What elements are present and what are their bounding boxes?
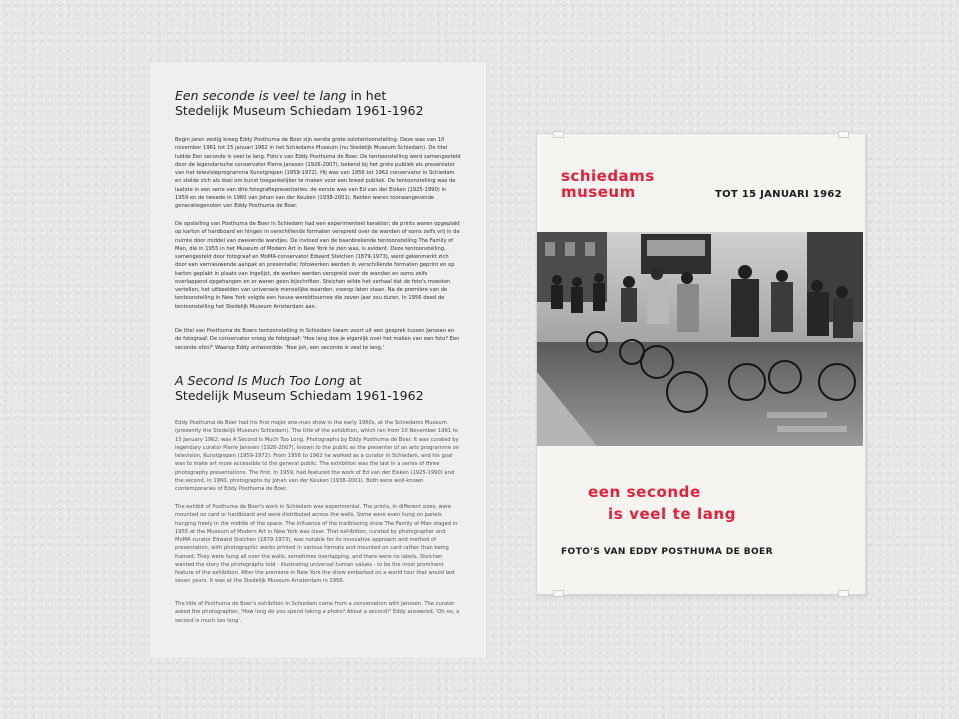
english-paragraph-1: Eddy Posthuma de Boer had his first major one-man show in the early 1960s, at the Schiedams Museum (presently the Stedelijk Museum Schiedam). The title of the exhibition, which ran from 10 November 1961 to 15 January 1962, was A Second Is Much Too Long. Photographs by Eddy Posthuma de Boer. It was curated by legendary curator Pierre Janssen (1926-2007), known to the public as the presenter of an arts programme on television, Kunstgrepen (1959-1972). From 1956 to 1962 he worked as a curator in Schiedam, and his goal was to make art more accessible to the general public. The exhibition was the last in a series of three photography presentations. The first, in 1959, had featured the work of Ed van der Elsken (1925-1990) and the second, in 1960, photographs by Johan van der Keuken (1938-2001). Both were well-known contemporaries of Eddy Posthuma de Boer. <box>175 420 460 492</box>
poster-museum-name <box>561 168 655 200</box>
poster-museum-line1: schiedams <box>561 167 655 185</box>
poster-date: TOT 15 JANUARI 1962 <box>715 189 842 200</box>
english-heading-rest: at <box>344 373 362 388</box>
poster-title-line2: is veel te lang <box>608 505 737 523</box>
wall-text-panel <box>150 62 486 658</box>
mounting-clip <box>553 590 564 597</box>
english-heading-line2: Stedelijk Museum Schiedam 1961-1962 <box>175 388 424 403</box>
dutch-paragraph-3: De titel van Posthuma de Boers tentoonstelling in Schiedam kwam voort uit een gesprek tussen Janssen en de fotograaf. De conservator vroeg de fotograaf: 'Hoe lang doe je eigenlijk over het maken van een foto? Een seconde ofzo?' Waarop Eddy antwoordde: 'Nee joh, een seconde is veel te lang.' <box>175 328 460 351</box>
poster-title-line1: een seconde <box>588 483 701 501</box>
poster-photograph <box>537 232 863 446</box>
exhibition-poster <box>536 133 866 595</box>
dutch-heading <box>175 88 475 118</box>
mounting-clip <box>553 131 564 138</box>
dutch-heading-line2: Stedelijk Museum Schiedam 1961-1962 <box>175 103 424 118</box>
english-heading-italic: A Second Is Much Too Long <box>175 373 345 388</box>
poster-museum-line2: museum <box>561 183 636 201</box>
english-heading <box>175 373 475 403</box>
dutch-heading-italic: Een seconde is veel te lang <box>175 88 347 103</box>
mounting-clip <box>838 131 849 138</box>
poster-credit: FOTO'S VAN EDDY POSTHUMA DE BOER <box>561 547 773 557</box>
english-paragraph-3: The title of Posthuma de Boer's exhibition in Schiedam came from a conversation with Janssen. The curator asked the photographer, 'How long do you spend taking a photo? About a second?' Eddy answered, 'Oh no, a second is much too long'. <box>175 601 460 624</box>
dutch-heading-rest: in het <box>346 88 387 103</box>
dutch-paragraph-2: De opstelling van Posthuma de Boer in Schiedam had een experimenteel karakter; de prints waren opgeplakt op karton of hardboard en hingen in verschillende formaten verspreid over de wanden of soms zelfs vrij in de ruimte door middel van zwevende wandjes. De invloed van de baanbrekende tentoonstelling The Family of Man, die in 1955 in het Museum of Modern Art in New York te zien was, is evident. Deze tentoonstelling, samengesteld door fotograaf en MoMA-conservator Edward Steichen (1879-1973), werd gekenmerkt zich door een vernieuwende aanpak en presentatie; fotowerken werden in verschillende formaten geprint en op karton geplakt in plaats van ingelijst, de werken werden verspreid over de wanden en soms zelfs overlappend opgehangen en er waren geen bijschriften. Steichen wilde het verhaal dat de foto's moesten vertellen, het uitbeelden van universele menselijke waarden, voorop laten staan. Na de première van de tentoonstelling in New York volgde een heuse wereldtournee die zeven jaar zou duren. In 1956 deed de tentoonstelling het Stedelijk Museum Amsterdam aan. <box>175 221 461 310</box>
poster-title <box>537 481 863 525</box>
english-paragraph-2: The exhibit of Posthuma de Boer's work in Schiedam was experimental. The prints, in different sizes, were mounted on card or hardboard and were distributed across the walls. Some were even hung on panels hanging freely in the middle of the space. The influence of the trailblazing show The Family of Man staged in 1955 at the Museum of Modern Art in New York was clear. That exhibition, curated by photographer and MoMA curator Edward Steichen (1879-1973), was notable for its innovative approach and method of presentation, with photographic works printed in various formats and mounted on card rather than being framed. They were hung all over the walls, sometimes overlapping, and there were no labels. Steichen wanted the story the photographs told - illustrating universal human values - to be the most prominent feature of the exhibition. After the premiere in New York the show embarked on a world tour that would last seven years. It was at the Stedelijk Museum Amsterdam in 1956. <box>175 504 458 585</box>
dutch-paragraph-1: Begin jaren zestig kreeg Eddy Posthuma de Boer zijn eerste grote solotentoonstelling. Deze was van 10 november 1961 tot 15 januari 1962 in het Schiedams Museum (nu Stedelijk Museum Schiedam). De titel luidde Een seconde is veel te lang. Foto's van Eddy Posthuma de Boer. De tentoonstelling werd samengesteld door de legendarische conservator Pierre Janssen (1926-2007), bekend bij het grote publiek als presentator van het televisieprogramma Kunstgrepen (1959-1972). Hij was van 1956 tot 1962 conservator in Schiedam en stelde zich als doel om kunst toegankelijker te maken voor een breed publiek. De tentoonstelling was de laatste in een serie van drie fotografiepresentaties: de eerste was van Ed van der Elsken (1925-1990) in 1959 en de tweede in 1960 van Johan van der Keuken (1938-2001). Beiden waren toonaangevende generatiegenoten van Eddy Posthuma de Boer. <box>175 137 461 209</box>
mounting-clip <box>838 590 849 597</box>
